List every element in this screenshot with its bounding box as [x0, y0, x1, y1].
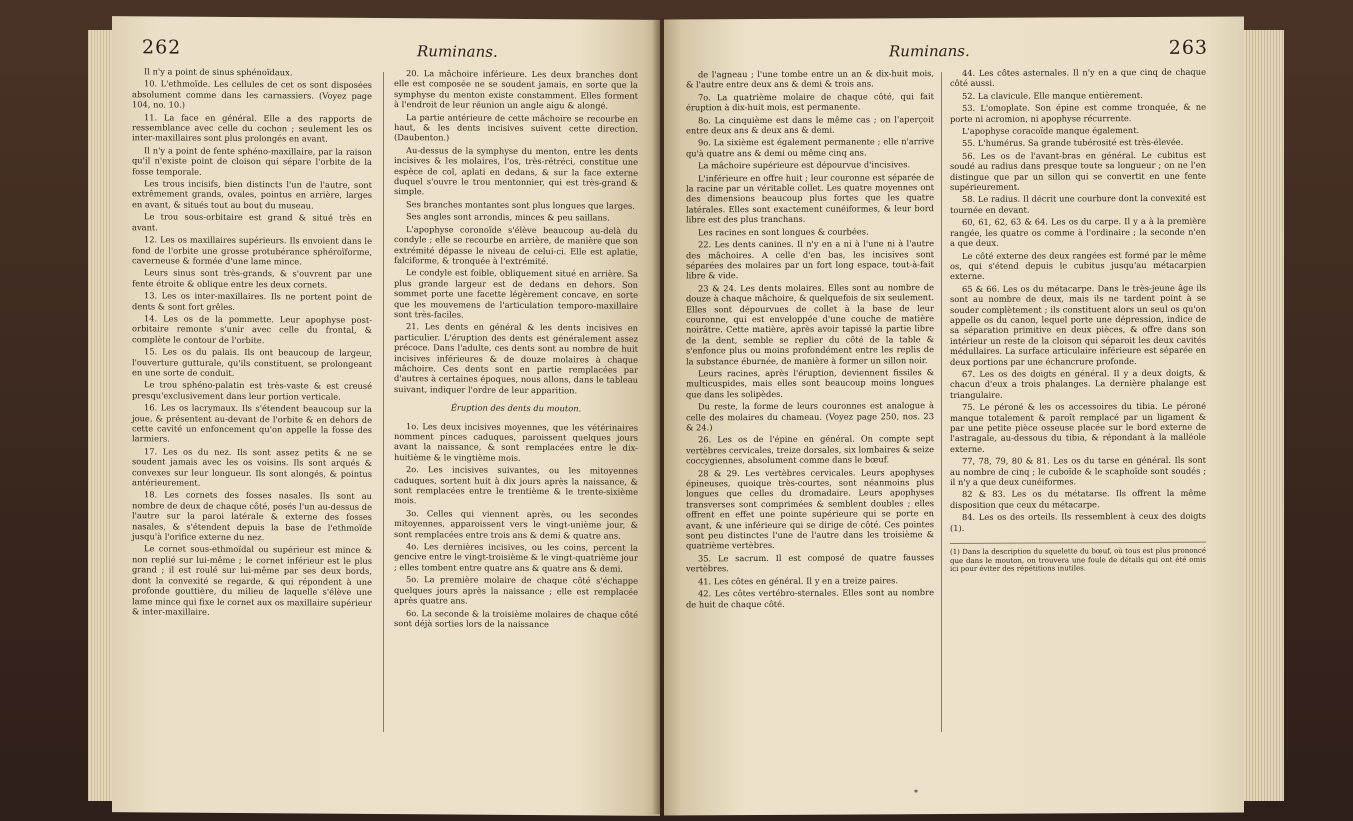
paragraph: 67. Les os des doigts en général. Il y a deux doigts, & chacun d'eux a trois phalanges. La dernière phalange est triangulaire.	[950, 367, 1206, 400]
paragraph: 26. Les os de l'épine en général. On compte sept vertèbres cervicales, treize dorsales, six lombaires & seize coccygiennes, absolument comme dans le bœuf.	[686, 433, 934, 466]
footnote: (1) Dans la description du squelette du bœuf, où tous est plus prononcé que dans le mouton, on trouvera une foule de détails qui ont été omis ici pour éviter des répétitions inutiles.	[950, 542, 1206, 574]
paragraph: Le condyle est foible, obliquement situé en arrière. Sa plus grande largeur est de dedans en dehors. Son sommet porte une facette légèrement concave, en sorte que les mouvemens de l'articulation temporo-maxillaire sont très-faciles.	[394, 267, 638, 320]
paragraph: Au-dessus de la symphyse du menton, entre les dents incisives & les molaires, l'os, très-rétréci, constitue une espèce de col, aplati en dedans, & sur la face externe duquel s'ouvre le trou mentonnier, qui est très-grand & simple.	[394, 144, 638, 197]
right-running-head	[684, 31, 1224, 61]
paragraph: 14. Les os de la pommette. Leur apophyse post-orbitaire remonte s'unir avec celle du frontal, & complète le contour de l'orbite.	[132, 313, 372, 345]
paragraph: 3o. Celles qui viennent après, ou les secondes mitoyennes, apparoissent vers le vingt-unième jour, & sont remplacées entre trois ans & demi & quatre ans.	[394, 507, 638, 541]
right-page-number: 263	[1168, 36, 1208, 59]
paragraph: 4o. Les dernières incisives, ou les coins, percent la gencive entre le vingt-troisième & le vingt-quatrième jour ; elles tombent entre quatre ans & quatre ans & demi.	[394, 541, 638, 574]
paragraph: Ses branches montantes sont plus longues que larges.	[406, 199, 635, 211]
paragraph: La partie antérieure de cette mâchoire se recourbe en haut, & les dents incisives suivent cette direction. (Daubenton.)	[394, 111, 638, 143]
left-running-head	[132, 30, 640, 61]
paragraph: 15. Les os du palais. Ils ont beaucoup de largeur, l'ouverture gutturale, qu'ils constituent, se prolongeant en une sorte de conduit.	[132, 346, 372, 378]
paragraph: Leurs sinus sont très-grands, & s'ouvrent par une fente étroite & oblique entre les deux cornets.	[132, 267, 372, 290]
paragraph: 77, 78, 79, 80 & 81. Les os du tarse en général. Ils sont au nombre de cinq ; le cuboïde & le scaphoïde sont soudés ; il n'y a que deux cunéiformes.	[950, 454, 1206, 488]
paragraph: 20. La mâchoire inférieure. Les deux branches dont elle est composée ne se soudent jamais, en sorte que la symphyse du menton existe constamment. Elles forment à l'endroit de leur réunion un angle aigu & alongé.	[394, 68, 638, 111]
left-column-2	[394, 68, 638, 632]
paragraph: 11. La face en général. Elle a des rapports de ressemblance avec celle du cochon ; seulement les os inter-maxillaires sont plus prolongés en avant.	[132, 111, 372, 145]
right-page	[664, 16, 1244, 815]
paragraph: 75. Le péroné & les os accessoires du tibia. Le péroné manque totalement & paroît remplacé par un ligament & par une petite pièce osseuse placée sur le bord externe de l'astragale, au-dessous du tibia, & répondant à la malléole externe.	[950, 400, 1206, 454]
paragraph: L'apophyse coracoïde manque également.	[962, 125, 1140, 136]
paragraph: L'inférieure en offre huit ; leur couronne est séparée de la racine par un véritable collet. Les quatre moyennes ont des dimensions beaucoup plus fortes que les quatre latérales. Elles sont exactement cunéiformes, & leur bord libre est des plus tranchans.	[686, 171, 934, 225]
right-running-title: Ruminans.	[889, 41, 970, 61]
paragraph: 41. Les côtes en général. Il y en a treize paires.	[698, 574, 898, 587]
paragraph: 8o. La cinquième est dans le même cas ; on l'aperçoit entre deux ans & deux ans & demi.	[686, 113, 934, 136]
paragraph: Le trou sphéno-palatin est très-vaste & est creusé presqu'exclusivement dans leur portion verticale.	[132, 379, 372, 402]
paragraph: Ses angles sont arrondis, minces & peu saillans.	[406, 211, 610, 223]
paragraph: 53. L'omoplate. Son épine est comme tronquée, & ne porte ni acromion, ni apophyse récurrente.	[950, 101, 1206, 124]
paragraph: Il n'y a point de fente sphéno-maxillaire, par la raison qu'il n'existe point de cloison qui sépare l'orbite de la fosse temporale.	[132, 145, 372, 177]
paragraph: 23 & 24. Les dents molaires. Elles sont au nombre de douze à chaque mâchoire, & quelquefois de six seulement. Elles sont dépourvues de collet à la base de leur couronne, qui est enveloppée d'une couche de matière noirâtre. Cette matière, après avoir tapissé la partie libre de la dent, semble se replier du côté de la table & s'enfonce plus ou moins profondément entre les replis de la substance éburnée, de manière à former un sillon noir.	[686, 281, 934, 366]
paragraph: La mâchoire supérieure est dépourvue d'incisives.	[698, 159, 911, 171]
paragraph: 9o. La sixième est également permanente ; elle n'arrive qu'à quatre ans & demi ou même cinq ans.	[686, 136, 934, 159]
paragraph: 1o. Les deux incisives moyennes, que les vétérinaires nomment pinces caduques, paroissent quelques jours avant la naissance, & sont remplacées entre le dix-huitième & le vingtième mois.	[394, 420, 638, 463]
paragraph: 42. Les côtes vertébro-sternales. Elles sont au nombre de huit de chaque côté.	[686, 587, 934, 609]
paragraph: Il n'y a point de sinus sphénoïdaux.	[144, 66, 293, 78]
paragraph: Leurs racines, après l'éruption, deviennent fissiles & multicuspides, mais elles sont beaucoup moins longues que dans les solipèdes.	[686, 367, 934, 400]
paragraph: Le trou sous-orbitaire est grand & situé très en avant.	[132, 211, 372, 233]
bottom-mark: *	[914, 788, 918, 798]
paragraph: 21. Les dents en général & les dents incisives en particulier. L'éruption des dents est généralement assez précoce. Dans l'adulte, ces dents sont au nombre de huit incisives inférieures & de douze molaires à chaque mâchoire. Ces dents sont en partie remplacées par d'autres à certaines époques, nous allons, dans le tableau suivant, indiquer l'ordre de leur apparition.	[394, 321, 638, 396]
paragraph: 58. Le radius. Il décrit une courbure dont la convexité est tournée en devant.	[950, 193, 1206, 215]
paragraph: 44. Les côtes asternales. Il n'y en a que cinq de chaque côté aussi.	[950, 66, 1206, 89]
left-page-edges	[88, 30, 114, 801]
paragraph: 17. Les os du nez. Ils sont assez petits & ne se soudent jamais avec les os voisins. Ils sont arqués & convexes sur leur longueur. Ils sont alongés, & pointus antérieurement.	[132, 446, 372, 488]
paragraph: 56. Les os de l'avant-bras en général. Le cubitus est soudé au radius dans presque toute sa longueur ; on ne l'en distingue que par un sillon qui se convertit en une fente supérieurement.	[950, 149, 1206, 193]
right-column-2	[950, 67, 1206, 574]
right-column-rule	[941, 72, 942, 732]
paragraph: 60, 61, 62, 63 & 64. Les os du carpe. Il y a à la première rangée, les quatre os comme à l'ordinaire ; la seconde n'en a que deux.	[950, 215, 1206, 249]
paragraph: L'apophyse coronoïde s'élève beaucoup au-delà du condyle ; elle se recourbe en arrière, de manière que son extrémité dépasse le niveau de celui-ci. Elle est aplatie, falciforme, & tronquée à l'extrémité.	[394, 223, 638, 267]
paragraph: 2o. Les incisives suivantes, ou les mitoyennes caduques, sortent huit à dix jours après la naissance, & sont remplacées entre le trentième & le trente-sixième mois.	[394, 464, 638, 506]
paragraph: 12. Les os maxillaires supérieurs. Ils envoient dans le fond de l'orbite une grosse protubérance sphéroïforme, caverneuse & formée d'une lame mince.	[132, 234, 372, 267]
paragraph: 35. Le sacrum. Il est composé de quatre fausses vertèbres.	[686, 551, 934, 574]
left-page	[112, 16, 660, 816]
paragraph: 65 & 66. Les os du métacarpe. Dans le très-jeune âge ils sont au nombre de deux, mais ils ne tardent point à se souder complètement ; ils constituent alors un seul os qu'on appelle os du canon, lequel porte une dépression, indice de sa séparation primitive en deux pièces, & offre dans son intérieur un reste de la cloison qui séparoit les deux cavités médullaires. La surface articulaire inférieure est séparée en deux portions par une échancrure profonde.	[950, 282, 1206, 367]
paragraph: 16. Les os lacrymaux. Ils s'étendent beaucoup sur la joue, & présentent au-devant de l'orbite & en dehors de cette cavité un enfoncement qu'on appelle la fosse des larmiers.	[132, 402, 372, 444]
paragraph: 10. L'ethmoïde. Les cellules de cet os sont disposées absolument comme dans les carnassiers. (Voyez page 104, no. 10.)	[132, 78, 372, 110]
left-column-rule	[383, 72, 384, 732]
section-title: Éruption des dents du mouton.	[450, 402, 582, 414]
paragraph: 52. La clavicule. Elle manque entièrement.	[962, 89, 1143, 101]
paragraph: 82 & 83. Les os du métatarse. Ils offrent la même disposition que ceux du métacarpe.	[950, 488, 1206, 510]
paragraph: 28 & 29. Les vertèbres cervicales. Leurs apophyses épineuses, quoique très-courtes, sont néanmoins plus longues que celles du dromadaire. Leurs apophyses transverses sont comprimées & semblent doubles ; elles offrent en effet une pointe supérieure qui se porte en avant, & une inférieure qui se dirige de côté. Ces pointes sont peu distinctes l'une de l'autre dans les troisième & quatrième vertèbres.	[686, 466, 934, 551]
paragraph: 55. L'humérus. Sa grande tubérosité est très-élevée.	[962, 137, 1184, 149]
left-column-1	[132, 66, 372, 620]
paragraph: 13. Les os inter-maxillaires. Ils ne portent point de dents & sont fort grêles.	[132, 290, 372, 312]
paragraph: 22. Les dents canines. Il n'y en a ni à l'une ni à l'autre des mâchoires. A celle d'en bas, les incisives sont séparées des molaires par un fort long espace, tout-à-fait libre & vide.	[686, 238, 934, 281]
left-running-title: Ruminans.	[417, 42, 498, 61]
paragraph: Les trous incisifs, bien distincts l'un de l'autre, sont extrêmement grands, ovales, pointus en arrière, larges en avant, & situés tout au bout du museau.	[132, 178, 372, 211]
paragraph: 84. Les os des orteils. Ils ressemblent à ceux des doigts (1).	[950, 510, 1206, 533]
right-page-edges	[1244, 30, 1284, 801]
paragraph: Du reste, la forme de leurs couronnes est analogue à celle des molaires du chameau. (Voyez page 250, nos. 23 & 24.)	[686, 400, 934, 433]
left-page-number: 262	[142, 36, 182, 59]
paragraph: de l'agneau ; l'une tombe entre un an & dix-huit mois, & l'autre entre deux ans & demi & trois ans.	[686, 68, 934, 90]
paragraph: 5o. La première molaire de chaque côté s'échappe quelques jours après la naissance ; elle est remplacée après quatre ans.	[394, 574, 638, 606]
paragraph: Le cornet sous-ethmoïdal ou supérieur est mince & non replié sur lui-même ; le cornet inférieur est le plus grand ; il est roulé sur lui-même par ses deux bords, dont la convexité se regarde, & qui répondent à une profonde gouttière, du milieu de laquelle s'élève une lame mince qui fixe le cornet aux os maxillaire supérieur & inter-maxillaire.	[132, 543, 372, 617]
paragraph: Les racines en sont longues & courbées.	[698, 226, 869, 238]
right-column-1	[686, 68, 934, 611]
paragraph: 6o. La seconde & la troisième molaires de chaque côté sont déjà sorties lors de la naissance	[394, 607, 638, 630]
paragraph: Le côté externe des deux rangées est formé par le même os, qui s'étend depuis le cubitus jusqu'au métacarpien externe.	[950, 249, 1206, 282]
paragraph: 7o. La quatrième molaire de chaque côté, qui fait éruption à dix-huit mois, est permanente.	[686, 90, 934, 113]
paragraph: 18. Les cornets des fosses nasales. Ils sont au nombre de deux de chaque côté, posés l'un au-dessus de l'autre sur la paroi latérale & externe des fosses nasales, & s'étendent depuis la base de l'ethmoïde jusqu'à l'orifice externe du nez.	[132, 489, 372, 543]
